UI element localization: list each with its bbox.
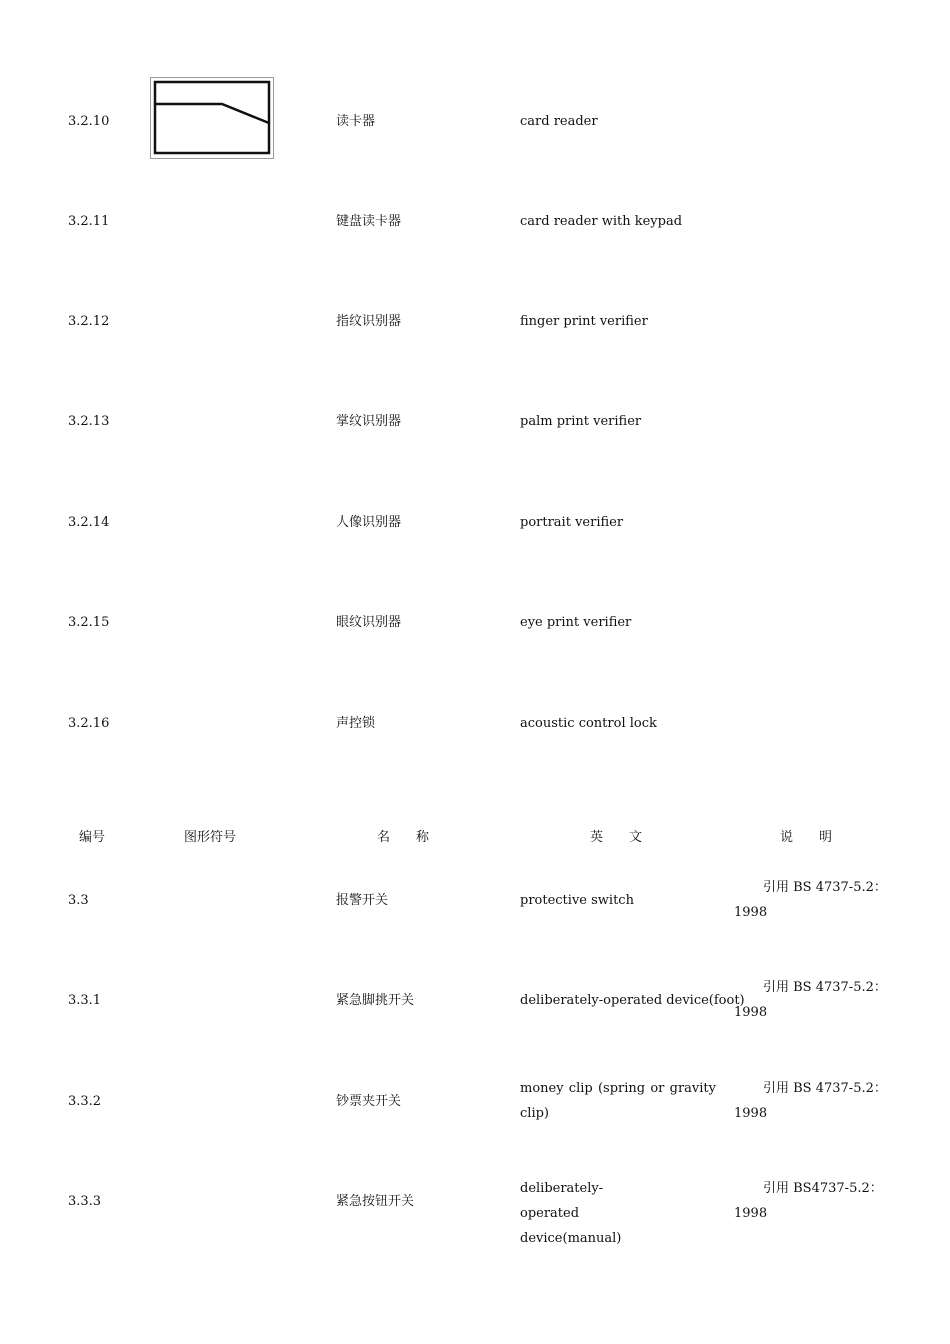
header-symbol: 图形符号 (184, 830, 237, 845)
row-name: 读卡器 (336, 114, 376, 129)
row-name: 报警开关 (336, 893, 389, 908)
row-number: 3.2.10 (68, 114, 110, 129)
row-english: card reader with keypad (520, 214, 683, 229)
row-english: money clip (spring or gravity clip) (520, 1081, 716, 1121)
row-name: 人像识别器 (336, 515, 402, 530)
row-english: deliberately-operated device(manual) (520, 1181, 622, 1246)
note-line: 1998 (734, 1106, 768, 1121)
row-note (734, 1076, 887, 1126)
row-name: 指纹识别器 (336, 314, 402, 329)
row-number: 3.3 (68, 893, 89, 908)
row-name: 紧急脚挑开关 (336, 993, 415, 1008)
row-number: 3.3.3 (68, 1194, 102, 1209)
row-english: card reader (520, 114, 598, 129)
row-number: 3.2.13 (68, 414, 110, 429)
row-name: 掌纹识别器 (336, 414, 402, 429)
row-name: 钞票夹开关 (336, 1094, 402, 1109)
header-english: 英 文 (590, 830, 643, 845)
row-number: 3.2.14 (68, 515, 110, 530)
note-line: 引用 BS 4737-5.2： (763, 1081, 887, 1096)
header-number: 编号 (79, 830, 106, 845)
row-name: 声控锁 (336, 716, 376, 731)
row-english: eye print verifier (520, 615, 632, 630)
row-english: portrait verifier (520, 515, 624, 530)
card-reader-symbol-icon (150, 77, 274, 159)
row-name: 键盘读卡器 (336, 214, 402, 229)
row-english: deliberately-operated device(foot) (520, 993, 745, 1008)
note-line: 引用 BS 4737-5.2： (763, 880, 887, 895)
header-note: 说 明 (780, 830, 833, 845)
row-name: 眼纹识别器 (336, 615, 402, 630)
row-number: 3.2.16 (68, 716, 110, 731)
row-english: finger print verifier (520, 314, 648, 329)
row-english: acoustic control lock (520, 716, 657, 731)
note-line: 1998 (734, 905, 768, 920)
note-line: 引用 BS4737-5.2： (763, 1181, 883, 1196)
note-line: 1998 (734, 1005, 768, 1020)
row-note (734, 875, 887, 925)
row-number: 3.3.1 (68, 993, 102, 1008)
row-number: 3.2.12 (68, 314, 110, 329)
row-number: 3.2.11 (68, 214, 110, 229)
row-note (734, 1176, 883, 1226)
row-english: palm print verifier (520, 414, 642, 429)
row-number: 3.2.15 (68, 615, 110, 630)
row-english: protective switch (520, 893, 634, 908)
row-note (734, 975, 887, 1025)
row-number: 3.3.2 (68, 1094, 102, 1109)
note-line: 引用 BS 4737-5.2： (763, 980, 887, 995)
note-line: 1998 (734, 1206, 768, 1221)
row-name: 紧急按钮开关 (336, 1194, 415, 1209)
header-name: 名 称 (377, 830, 430, 845)
